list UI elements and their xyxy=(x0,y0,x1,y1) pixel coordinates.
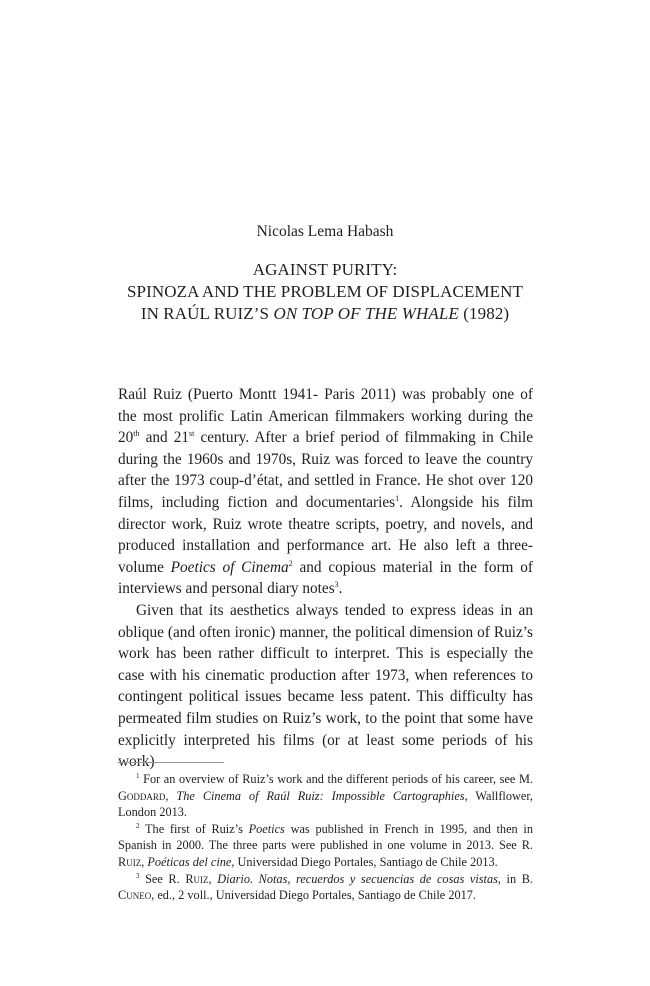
footnote-1 xyxy=(118,771,533,821)
footnotes xyxy=(118,771,533,904)
title-line-3-prefix: IN RAÚL RUIZ’S xyxy=(140,304,274,323)
footnote-separator xyxy=(118,762,224,763)
fn2-author: Ruiz xyxy=(118,854,142,869)
paragraph-1 xyxy=(118,384,533,600)
fn2-italic-1: Poetics xyxy=(248,821,285,836)
article-body xyxy=(118,384,533,773)
fn3-book-title: Diario. Notas, recuerdos y secuencias de cosas vistas xyxy=(217,871,498,886)
p1-text-4: . Alongside his film director work, Ruiz wrote theatre scripts, poetry, and novels, and produced installation and performance art. He also left a three-volume xyxy=(118,493,533,576)
fn1-text-3: , Wallflower, London 2013. xyxy=(118,788,533,820)
fn2-text-3: , xyxy=(141,854,148,869)
fn2-text-1: The first of Ruiz’s xyxy=(139,821,249,836)
fn1-author: Goddard xyxy=(118,788,166,803)
fn1-text-2: , xyxy=(165,788,177,803)
footnote-number: 1 xyxy=(136,771,140,780)
paragraph-2: Given that its aesthetics always tended to express ideas in an oblique (and often ironic) manner, the political dimension of Ruiz’s work has been rather difficult to interpret. This is especially the case with his cinematic production after 1973, when references to contingent political issues became less patent. This difficulty has permeated film studies on Ruiz’s work, to the point that some have explicitly interpreted his films (or at least some periods of his work) xyxy=(118,601,533,771)
p1-ordinal-st: st xyxy=(189,429,195,439)
p1-book-title: Poetics of Cinema xyxy=(170,558,289,576)
footnote-number: 3 xyxy=(136,871,140,880)
fn2-book-title: Poéticas del cine xyxy=(147,854,232,869)
fn3-author: Ruiz xyxy=(185,871,209,886)
fn1-book-title: The Cinema of Raúl Ruiz: Impossible Cartographies xyxy=(176,788,465,803)
title-line-3-year: (1982) xyxy=(458,304,510,323)
title-line-2: SPINOZA AND THE PROBLEM OF DISPLACEMENT xyxy=(126,282,524,301)
fn3-text-3: , in B. xyxy=(497,871,533,886)
footnote-2 xyxy=(118,821,533,871)
author-name: Nicolas Lema Habash xyxy=(256,223,394,240)
footnote-number: 2 xyxy=(136,821,140,830)
fn3-text-1: See R. xyxy=(139,871,186,886)
p1-text-2: and 21 xyxy=(139,429,190,447)
footnote-ref-3: 3 xyxy=(334,580,339,590)
fn3-text-2: , xyxy=(208,871,218,886)
footnote-ref-2: 2 xyxy=(288,558,293,568)
p1-text-3: century. After a brief period of filmmaking in Chile during the 1960s and 1970s, Ruiz was forced to leave the country after the 1973 coup-d’état, and settled in France. He shot over 120 films, including fiction and documentaries xyxy=(118,429,533,511)
title-line-1: AGAINST PURITY: xyxy=(252,260,398,279)
film-title: ON TOP OF THE WHALE xyxy=(273,304,459,323)
p1-text-6: . xyxy=(338,580,343,598)
fn3-editor: Cuneo xyxy=(118,888,152,903)
fn1-text-1: For an overview of Ruiz’s work and the different periods of his career, see M. xyxy=(139,772,533,786)
fn2-text-2: was published in French in 1995, and then in Spanish in 2000. The three parts were published in one volume in 2013. See R. xyxy=(118,821,533,853)
footnote-3 xyxy=(118,871,533,904)
fn3-text-4: , ed., 2 voll., Universidad Diego Portales, Santiago de Chile 2017. xyxy=(151,888,476,903)
title-line-3 xyxy=(0,303,650,325)
p1-text-5: and copious material in the form of interviews and personal diary notes xyxy=(118,558,533,598)
fn2-text-4: , Universidad Diego Portales, Santiago de Chile 2013. xyxy=(231,854,498,869)
article-title xyxy=(0,259,650,325)
p1-text-1: Raúl Ruiz (Puerto Montt 1941- Paris 2011) was probably one of the most prolific Latin American filmmakers working during the 20 xyxy=(118,386,533,447)
footnote-ref-1: 1 xyxy=(395,493,400,503)
p1-ordinal-th: th xyxy=(133,429,140,439)
